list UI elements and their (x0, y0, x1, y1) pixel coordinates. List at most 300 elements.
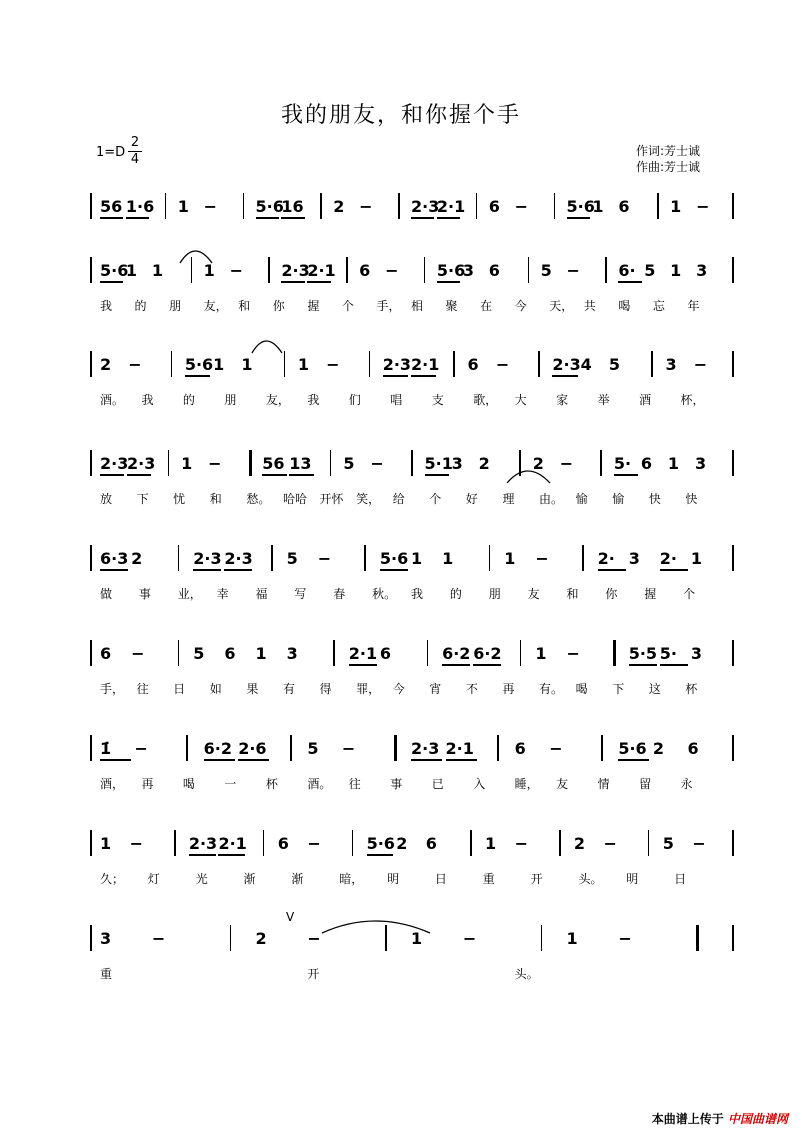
note: 6 (640, 454, 652, 473)
note: 6 (488, 197, 500, 216)
beam-underline (126, 217, 149, 219)
beam-underline (660, 664, 688, 666)
bar-line (346, 257, 348, 283)
bar-line (369, 351, 371, 377)
note: − (385, 261, 399, 280)
lyric-word: 光 (195, 872, 208, 886)
lyric-word: 哈哈 (282, 492, 307, 506)
note: 2·3 (127, 454, 156, 473)
note: 3 (690, 644, 703, 663)
note: 2·3 (411, 197, 440, 216)
lyric-word: 的 (134, 299, 147, 313)
bar-line (364, 545, 366, 571)
lyric-word: 我 (141, 393, 154, 407)
beam-underline (446, 759, 477, 761)
bar-line (230, 925, 232, 951)
note: 3 (628, 549, 640, 568)
note: 1 (151, 261, 163, 280)
note: 2 (532, 454, 544, 473)
note: 2 (652, 739, 665, 758)
lyric-word: 相 (411, 299, 424, 313)
lyric-word: 事 (390, 777, 403, 791)
beam-underline (262, 474, 286, 476)
beam-underline (349, 664, 377, 666)
beam-underline (411, 759, 442, 761)
note: 1 (203, 261, 215, 280)
bar-line (559, 830, 561, 856)
note: 2 (333, 197, 345, 216)
note: 2 (255, 929, 267, 948)
lyric-word: 宵 (429, 682, 442, 696)
bar-line (601, 735, 603, 761)
lyric-word: 事 (138, 587, 151, 601)
lyric-word: 唱 (390, 393, 403, 407)
note: 6 (100, 644, 112, 663)
note: 2·1 (307, 261, 336, 280)
notes-line (0, 351, 802, 381)
lyric-word: 睡， (514, 777, 539, 791)
note: 1 (100, 834, 112, 853)
bar-line (249, 450, 252, 476)
note: 5·6 (366, 834, 395, 853)
lyric-word: 如 (209, 682, 222, 696)
lyric-word: 握 (307, 299, 320, 313)
lyric-word: 忘 (652, 299, 665, 313)
lyric-word: 由。 (539, 492, 564, 506)
note: 1 (485, 834, 497, 853)
bar-line (178, 640, 180, 666)
note: 1 (177, 197, 189, 216)
note: 2 (131, 549, 143, 568)
lyric-word: 开 (530, 872, 543, 886)
bar-line (186, 735, 188, 761)
notes-line (0, 193, 802, 223)
bar-line (424, 257, 426, 283)
lyric-word: 手， (376, 299, 401, 313)
note: − (514, 197, 529, 216)
lyric-word: 们 (348, 393, 361, 407)
time-bottom: 4 (130, 152, 140, 167)
beam-underline (100, 281, 123, 283)
note: 3 (694, 454, 707, 473)
lyric-word: 愉 (575, 492, 588, 506)
note: − (495, 355, 510, 374)
lyric-word: 个 (429, 492, 442, 506)
beam-underline (380, 569, 408, 571)
lyric-word: 罪， (356, 682, 381, 696)
bar-line (90, 735, 92, 761)
lyric-word: 年 (687, 299, 700, 313)
note: 5 (662, 834, 674, 853)
note: 2 (396, 834, 408, 853)
note: 1 (125, 261, 138, 280)
note: 13 (289, 454, 312, 473)
note: 5·6 (436, 261, 466, 280)
bar-line (470, 830, 472, 856)
note: 5·6 (618, 739, 647, 758)
note: 2· (659, 549, 678, 568)
note: 6·2 (442, 644, 471, 663)
note: − (535, 549, 549, 568)
lyric-word: 渐 (243, 872, 256, 886)
bar-line (732, 257, 734, 283)
note: 5· (659, 644, 678, 663)
time-top: 2 (130, 135, 140, 150)
bar-line (330, 450, 332, 476)
beam-underline (629, 664, 657, 666)
lyric-word: 幸 (216, 587, 229, 601)
note: 3 (286, 644, 298, 663)
slur-arc (320, 915, 434, 935)
lyric-word: 友 (556, 777, 569, 791)
note: 1 (535, 644, 547, 663)
note: 1 (667, 454, 680, 473)
note: 6·2 (473, 644, 502, 663)
lyric-word: 开 (307, 967, 320, 981)
note: 2·3 (224, 549, 253, 568)
note: 2·3 (100, 454, 129, 473)
note: 2·3 (382, 355, 412, 374)
note: − (229, 261, 243, 280)
breath-mark: V (286, 910, 295, 924)
note: 5·6 (100, 261, 129, 280)
lyric-word: 情 (597, 777, 610, 791)
note: 5 (644, 261, 656, 280)
bar-line (320, 193, 322, 219)
note: 2 (478, 454, 490, 473)
note: 2·3 (411, 739, 440, 758)
note: 3 (100, 929, 112, 948)
lyric-word: 歌， (473, 393, 498, 407)
lyric-word: 好 (465, 492, 478, 506)
lyric-word: 开怀 (319, 492, 344, 506)
note: − (549, 739, 563, 758)
note: 2·3 (281, 261, 310, 280)
note: 6 (618, 197, 630, 216)
lyric-word: 日 (434, 872, 447, 886)
lyric-word: 聚 (445, 299, 458, 313)
notes-line (0, 450, 802, 480)
note: 2·3 (188, 834, 218, 853)
note: 1 (442, 549, 454, 568)
lyric-word: 重 (482, 872, 495, 886)
beam-underline (193, 569, 221, 571)
lyric-word: 理 (502, 492, 515, 506)
lyric-word: 共 (583, 299, 596, 313)
lyric-word: 往 (348, 777, 361, 791)
lyric-word: 握 (644, 587, 657, 601)
note: − (603, 834, 617, 853)
note: − (618, 929, 632, 948)
note: 2·1 (218, 834, 247, 853)
beam-underline (224, 569, 252, 571)
lyric-word: 杯， (680, 393, 705, 407)
beam-underline (383, 375, 408, 377)
bar-line (90, 450, 92, 476)
bar-line (268, 257, 270, 283)
bar-line (732, 735, 734, 761)
note: 6 (359, 261, 371, 280)
bar-line (171, 351, 173, 377)
note: − (134, 739, 148, 758)
lyric-word: 的 (182, 393, 195, 407)
note: 5· (613, 454, 632, 473)
lyric-word: 酒。 (307, 777, 332, 791)
bar-line (290, 735, 292, 761)
page-title: 我的朋友，和你握个手 (280, 103, 521, 128)
bar-line (605, 257, 607, 283)
note: 5·1 (424, 454, 453, 473)
note: 1 (411, 929, 423, 948)
note: 1 (297, 355, 310, 374)
note: − (359, 197, 373, 216)
note: 3 (451, 454, 463, 473)
lyric-word: 杯 (265, 777, 278, 791)
bar-line (732, 545, 734, 571)
note: − (307, 834, 321, 853)
footer-text: 本曲谱上传于 (651, 1112, 724, 1126)
note: 6 (379, 644, 392, 663)
lyric-word: 友， (203, 299, 228, 313)
bar-line (528, 257, 530, 283)
note: − (370, 454, 384, 473)
note: 3 (696, 261, 708, 280)
notes-line (0, 545, 802, 575)
note: − (692, 834, 706, 853)
note: 6 (488, 261, 500, 280)
lyric-word: 和 (238, 299, 251, 313)
lyric-word: 往 (136, 682, 149, 696)
note: 5·6 (184, 355, 214, 374)
note: 56 (100, 197, 123, 216)
bar-line (696, 925, 699, 951)
note: − (696, 197, 710, 216)
lyric-word: 笑， (356, 492, 381, 506)
lyric-word: 今 (392, 682, 405, 696)
lyric-word: 快 (648, 492, 661, 506)
note: − (151, 929, 166, 948)
lyric-word: 喝 (618, 299, 631, 313)
lyric-word: 春 (333, 587, 346, 601)
lyric-word: 留 (639, 777, 652, 791)
bar-line (732, 925, 734, 951)
lyric-word: 今 (514, 299, 527, 313)
beam-underline (100, 759, 131, 761)
note: 5 (608, 355, 621, 374)
note: 2· (597, 549, 615, 568)
slur-arc (250, 335, 286, 355)
note: 2·3 (552, 355, 581, 374)
bar-line (165, 193, 167, 219)
credits (636, 143, 700, 175)
note: 2·1 (348, 644, 378, 663)
note: 16 (281, 197, 304, 216)
bar-line (90, 830, 92, 856)
note: 1 (255, 644, 267, 663)
lyric-word: 酒 (639, 393, 652, 407)
beam-underline (281, 217, 304, 219)
bar-line (582, 545, 584, 571)
bar-line (613, 640, 616, 666)
note: 6·3 (100, 549, 129, 568)
note: 2·1 (436, 197, 466, 216)
lyric-word: 我 (100, 299, 113, 313)
beam-underline (614, 474, 638, 476)
beam-underline (552, 375, 577, 377)
bar-line (352, 830, 354, 856)
bar-line (648, 830, 650, 856)
bar-line (732, 450, 734, 476)
lyric-word: 你 (272, 299, 285, 313)
note: 1 (670, 197, 682, 216)
beam-underline (256, 217, 279, 219)
note: 6 (687, 739, 699, 758)
lyric-word: 举 (597, 393, 610, 407)
note: − (566, 261, 580, 280)
beam-underline (289, 474, 313, 476)
lyric-word: 喝 (575, 682, 588, 696)
lyric-word: 喝 (182, 777, 195, 791)
bar-line (541, 925, 543, 951)
slur-arc (505, 465, 554, 485)
beam-underline (425, 474, 449, 476)
beam-underline (100, 217, 123, 219)
beam-underline (411, 375, 436, 377)
lyric-word: 暗， (339, 872, 364, 886)
lyric-word: 放 (100, 492, 113, 506)
note: 1 (504, 549, 516, 568)
beam-underline (437, 281, 460, 283)
lyric-word: 个 (683, 587, 696, 601)
beam-underline (660, 569, 688, 571)
bar-line (174, 830, 176, 856)
note: 1·6 (125, 197, 155, 216)
beam-underline (411, 217, 434, 219)
lyric-word: 日 (674, 872, 687, 886)
lyric-word: 有。 (539, 682, 564, 696)
beam-underline (367, 854, 394, 856)
note: 5 (343, 454, 355, 473)
lyric-word: 有 (282, 682, 295, 696)
lyric-word: 入 (473, 777, 486, 791)
bar-line (489, 545, 491, 571)
note: 5·5 (628, 644, 658, 663)
lyric-word: 愉 (612, 492, 625, 506)
lyric-word: 明 (387, 872, 400, 886)
lyric-word: 朋 (488, 587, 501, 601)
beam-underline (598, 569, 626, 571)
note: − (514, 834, 529, 853)
bar-line (427, 640, 429, 666)
notes-line (0, 640, 802, 670)
lyric-word: 给 (392, 492, 405, 506)
bar-line (271, 545, 273, 571)
lyric-word: 永 (680, 777, 693, 791)
lyric-word: 一 (224, 777, 237, 791)
note: 6 (425, 834, 437, 853)
bar-line (90, 351, 92, 377)
lyric-word: 这 (648, 682, 661, 696)
bar-line (90, 640, 92, 666)
note: 2·6 (238, 739, 267, 758)
bar-line (554, 193, 556, 219)
beam-underline (100, 569, 128, 571)
lyric-word: 下 (136, 492, 149, 506)
lyric-word: 日 (173, 682, 186, 696)
key-signature: 1=D (96, 145, 126, 160)
lyric-word: 已 (431, 777, 444, 791)
note: 1̇ (100, 739, 112, 758)
note: 5 (193, 644, 205, 663)
lyric-word: 的 (449, 587, 462, 601)
bar-line (90, 193, 92, 219)
composer: 作曲:芳士诚 (636, 160, 701, 174)
beam-underline (218, 854, 245, 856)
note: 6 (514, 739, 526, 758)
note: 5 (286, 549, 298, 568)
lyric-word: 朋 (169, 299, 182, 313)
lyric-word: 友， (265, 393, 290, 407)
lyric-word: 我 (307, 393, 320, 407)
note: − (693, 355, 708, 374)
note: 1 (592, 197, 604, 216)
note: 6 (277, 834, 289, 853)
note: 6 (467, 355, 479, 374)
lyric-word: 业， (177, 587, 202, 601)
bar-line (651, 351, 653, 377)
lyric-word: 秋。 (372, 587, 397, 601)
beam-underline (473, 664, 501, 666)
bar-line (453, 351, 455, 377)
slur-arc (178, 245, 216, 265)
note: 1 (670, 261, 682, 280)
bar-line (600, 450, 602, 476)
note: 5·6 (255, 197, 284, 216)
beam-underline (238, 759, 269, 761)
note: − (317, 549, 332, 568)
beam-underline (442, 664, 470, 666)
footer-brand: 中国曲谱网 (727, 1112, 788, 1126)
bar-line (394, 735, 397, 761)
beam-underline (100, 474, 124, 476)
lyric-word: 朋 (224, 393, 237, 407)
note: 5 (307, 739, 319, 758)
lyricist: 作词:芳士诚 (636, 144, 701, 158)
bar-line (732, 193, 734, 219)
lyric-word: 愁。 (246, 492, 271, 506)
note: 5 (540, 261, 552, 280)
bar-line (732, 830, 734, 856)
lyric-word: 再 (141, 777, 154, 791)
bar-line (476, 193, 478, 219)
lyric-word: 天， (549, 299, 574, 313)
note: − (128, 355, 142, 374)
note: − (208, 454, 222, 473)
bar-line (732, 640, 734, 666)
note: 6· (618, 261, 636, 280)
bar-line (657, 193, 659, 219)
footer (652, 1110, 788, 1127)
beam-underline (189, 854, 216, 856)
note: 6·2 (203, 739, 232, 758)
bar-line (178, 545, 180, 571)
note: 4 (580, 355, 592, 374)
beam-underline (437, 217, 460, 219)
note: 3 (462, 261, 474, 280)
lyric-word: 你 (605, 587, 618, 601)
lyric-word: 头。 (514, 967, 539, 981)
bar-line (263, 830, 265, 856)
